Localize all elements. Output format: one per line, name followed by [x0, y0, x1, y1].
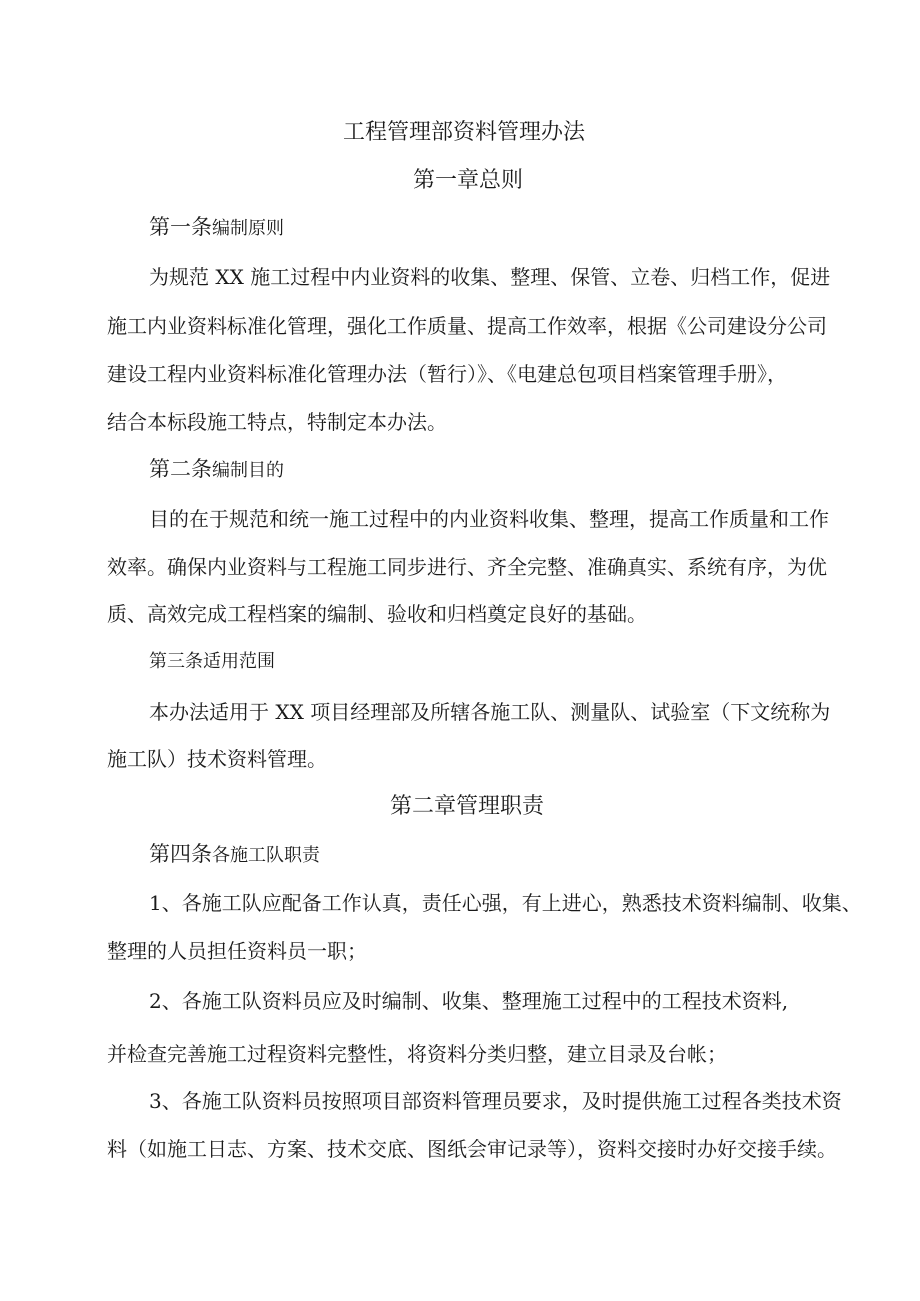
article-4-item-2-line-1: 2、各施工队资料员应及时编制、收集、整理施工过程中的工程技术资料, [149, 989, 789, 1013]
article-1-heading [149, 213, 284, 243]
article-1-line-1: 为规范 XX 施工过程中内业资料的收集、整理、保管、立卷、归档工作，促进 [149, 265, 831, 289]
article-1-line-3: 建设工程内业资料标准化管理办法（暂行）》、《电建总包项目档案管理手册》， [107, 362, 787, 386]
article-1-line-4: 结合本标段施工特点，特制定本办法。 [107, 410, 447, 434]
article-2-line-2: 效率。确保内业资料与工程施工同步进行、齐全完整、准确真实、系统有序，为优 [107, 555, 827, 579]
article-2-line-3: 质、高效完成工程档案的编制、验收和归档奠定良好的基础。 [107, 602, 647, 626]
article-4-item-1-line-2: 整理的人员担任资料员一职； [107, 939, 367, 963]
article-4-heading [149, 840, 320, 870]
article-2-name: 编制目的 [212, 460, 284, 481]
article-3-line-2: 施工队）技术资料管理。 [107, 747, 327, 771]
article-4-item-3-line-1: 3、各施工队资料员按照项目部资料管理员要求，及时提供施工过程各类技术资 [149, 1089, 842, 1113]
article-3-heading: 第三条适用范围 [149, 651, 275, 672]
article-1-line-2: 施工内业资料标准化管理，强化工作质量、提高工作效率，根据《公司建设分公司 [107, 314, 827, 338]
article-2-number: 第二条 [149, 457, 212, 481]
article-1-name: 编制原则 [212, 218, 284, 239]
article-3-line-1: 本办法适用于 XX 项目经理部及所辖各施工队、测量队、试验室（下文统称为 [149, 700, 831, 724]
article-4-item-2-line-2: 并检查完善施工过程资料完整性，将资料分类归整，建立目录及台帐； [107, 1042, 727, 1066]
article-4-name: 各施工队职责 [212, 845, 320, 866]
article-4-item-1-line-1: 1、各施工队应配备工作认真，责任心强，有上进心，熟悉技术资料编制、收集、 [149, 891, 862, 915]
article-1-number: 第一条 [149, 215, 212, 239]
article-4-number: 第四条 [149, 842, 212, 866]
article-4-item-3-line-2: 料（如施工日志、方案、技术交底、图纸会审记录等），资料交接时办好交接手续。 [107, 1137, 837, 1161]
chapter-2-heading: 第二章管理职责 [390, 794, 545, 819]
article-2-line-1: 目的在于规范和统一施工过程中的内业资料收集、整理，提高工作质量和工作 [149, 507, 829, 531]
chapter-1-heading: 第一章总则 [413, 168, 524, 193]
document-title: 工程管理部资料管理办法 [343, 120, 586, 145]
article-2-heading [149, 455, 284, 485]
